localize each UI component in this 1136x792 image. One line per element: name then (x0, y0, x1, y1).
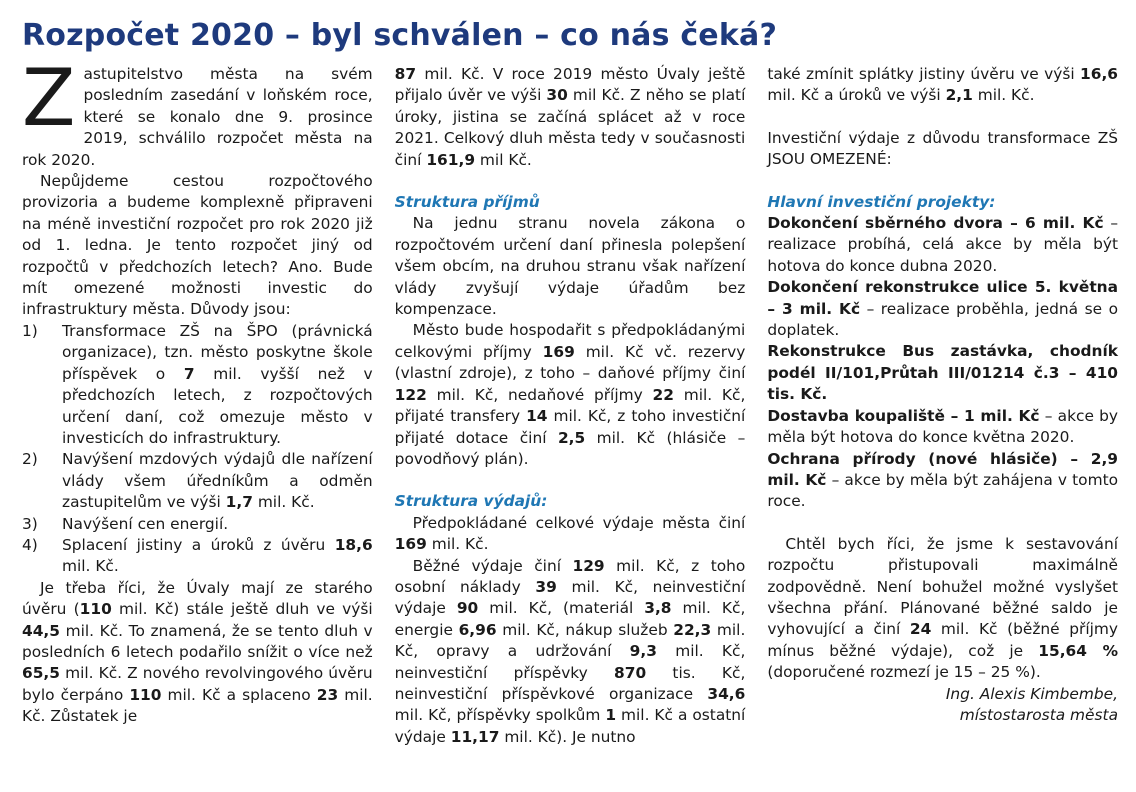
list-text: mil. vyšší než v předchozích letech, z rozpočtových určení daní, což omezuje město v investicích do infrastruktury. (62, 364, 373, 447)
debt-paragraph: Je třeba říci, že Úvaly mají ze starého úvěru (110 mil. Kč) stále ještě dluh ve výši 44,5 mil. Kč. To znamená, že se tento dluh v posledních 6 letech podařilo snížit o více než 65,5 mil. Kč. Z nového revolvingového úvěru bylo čerpáno 110 mil. Kč a splaceno 23 mil. Kč. Zůstatek je (22, 578, 373, 726)
project-item: Ochrana přírody (nové hlásiče) – 2,9 mil. Kč – akce by měla být zahájena v tomto roce. (767, 449, 1119, 511)
list-number: 4) (22, 535, 38, 554)
column-3 (767, 64, 1118, 748)
subheading-expenses: Struktura výdajů: (394, 492, 548, 511)
list-text: mil. Kč. (62, 557, 119, 576)
column-1 (22, 54, 373, 748)
list-number: 1) (22, 321, 38, 340)
list-value: 18,6 (334, 535, 373, 554)
list-item (22, 449, 373, 513)
list-value: 1,7 (225, 493, 253, 512)
list-number: 2) (22, 450, 38, 469)
drop-cap: Z (22, 54, 76, 144)
income-detail-paragraph: Město bude hospodařit s předpokládanými celkovými příjmy 169 mil. Kč vč. rezervy (vlastní zdroje), z toho – daňové příjmy činí 122 mil. Kč, nedaňové příjmy 22 mil. Kč, přijaté transfery 14 mil. Kč, z toho investiční přijaté dotace činí 2,5 mil. Kč (hlásiče – povodňový plán). (394, 321, 746, 468)
article-columns (22, 54, 1119, 748)
list-text: Splacení jistiny a úroků z úvěru (62, 535, 335, 554)
signature-name: Ing. Alexis Kimbembe, (945, 684, 1119, 703)
signature-role: místostarosta města (959, 705, 1119, 724)
list-text: mil. Kč. (252, 493, 315, 512)
list-value: 7 (183, 364, 195, 383)
subheading-income: Struktura příjmů (394, 193, 540, 212)
list-item (22, 514, 373, 535)
reasons-paragraph: Nepůjdeme cestou rozpočtového provizoria a budeme komplexně připraveni na méně investiční rozpočet pro rok 2020 již od 1. ledna. Je tento rozpočet jiný od rozpočtů v předchozích letech? Ano. Bude mít omezené možnosti investic do infrastruktury města. Důvody jsou: (22, 172, 373, 319)
list-item (22, 321, 373, 449)
reasons-list (22, 321, 373, 578)
list-item (22, 535, 373, 578)
article-title: Rozpočet 2020 – byl schválen – co nás čeká? (22, 18, 778, 53)
project-item: Rekonstrukce Bus zastávka, chodník podél II/101,Průtah III/01214 č.3 – 410 tis. Kč. (767, 342, 1119, 404)
spacer (767, 513, 1118, 534)
expenses-detail-paragraph: Běžné výdaje činí 129 mil. Kč, z toho osobní náklady 39 mil. Kč, neinvestiční výdaje 90 mil. Kč, (materiál 3,8 mil. Kč, energie 6,96 mil. Kč, nákup služeb 22,3 mil. Kč, opravy a udržování 9,3 mil. Kč, neinvestiční příspěvky 870 tis. Kč, neinvestiční příspěvkové organizace 34,6 mil. Kč, příspěvky spolkům 1 mil. Kč a ostatní výdaje 11,17 mil. Kč). Je nutno (394, 556, 746, 746)
list-text: Navýšení cen energií. (62, 514, 229, 533)
loan-paragraph: také zmínit splátky jistiny úvěru ve výši 16,6 mil. Kč a úroků ve výši 2,1 mil. Kč. (767, 65, 1119, 105)
expenses-total-paragraph: Předpokládané celkové výdaje města činí 169 mil. Kč. (394, 513, 746, 554)
list-number: 3) (22, 514, 38, 533)
column-2 (395, 64, 746, 748)
closing-paragraph: Chtěl bych říci, že jsme k sestavování rozpočtu přistupovali maximálně zodpovědně. Není bohužel možné vyslyšet všechna přání. Plánované běžné saldo je vyhovující a činí 24 mil. Kč (běžné příjmy mínus běžné výdaje), což je 15,64 % (doporučené rozmezí je 15 – 25 %). (767, 534, 1119, 682)
project-item: Dostavba koupaliště – 1 mil. Kč – akce by měla být hotova do konce května 2020. (767, 406, 1119, 447)
project-item: Dokončení rekonstrukce ulice 5. května – 3 mil. Kč – realizace proběhla, jedná se o doplatek. (767, 278, 1119, 340)
project-item: Dokončení sběrného dvora – 6 mil. Kč – realizace probíhá, celá akce by měla být hotova do konce dubna 2020. (767, 214, 1119, 275)
intro-text: astupitelstvo města na svém posledním zasedání v loňském roce, které se konalo dne 9. prosince 2019, schválilo rozpočet města na rok 2020. (22, 65, 373, 169)
spacer (767, 107, 1118, 128)
investment-limit-paragraph: Investiční výdaje z důvodu transformace ZŠ JSOU OMEZENÉ: (767, 128, 1119, 169)
list-text: Transformace ZŠ na ŠPO (právnická organizace), tzn. město poskytne škole příspěvek o (62, 321, 373, 383)
debt-continued-paragraph: 87 mil. Kč. V roce 2019 město Úvaly ještě přijalo úvěr ve výši 30 mil Kč. Z něho se platí úroky, jistina se začíná splácet až v roce 2021. Celkový dluh města tedy v současnosti činí 161,9 mil Kč. (394, 65, 746, 169)
subheading-projects: Hlavní investiční projekty: (767, 192, 996, 211)
intro-paragraph (22, 54, 373, 171)
income-paragraph: Na jednu stranu novela zákona o rozpočtovém určení daní přinesla polepšení všem obcím, na druhou stranu však nařízení vlády zvyšují výdaje úřadům bez kompenzace. (394, 214, 746, 319)
list-text: Navýšení mzdových výdajů dle nařízení vlády všem úředníkům a odměn zastupitelům ve výši (62, 450, 373, 512)
